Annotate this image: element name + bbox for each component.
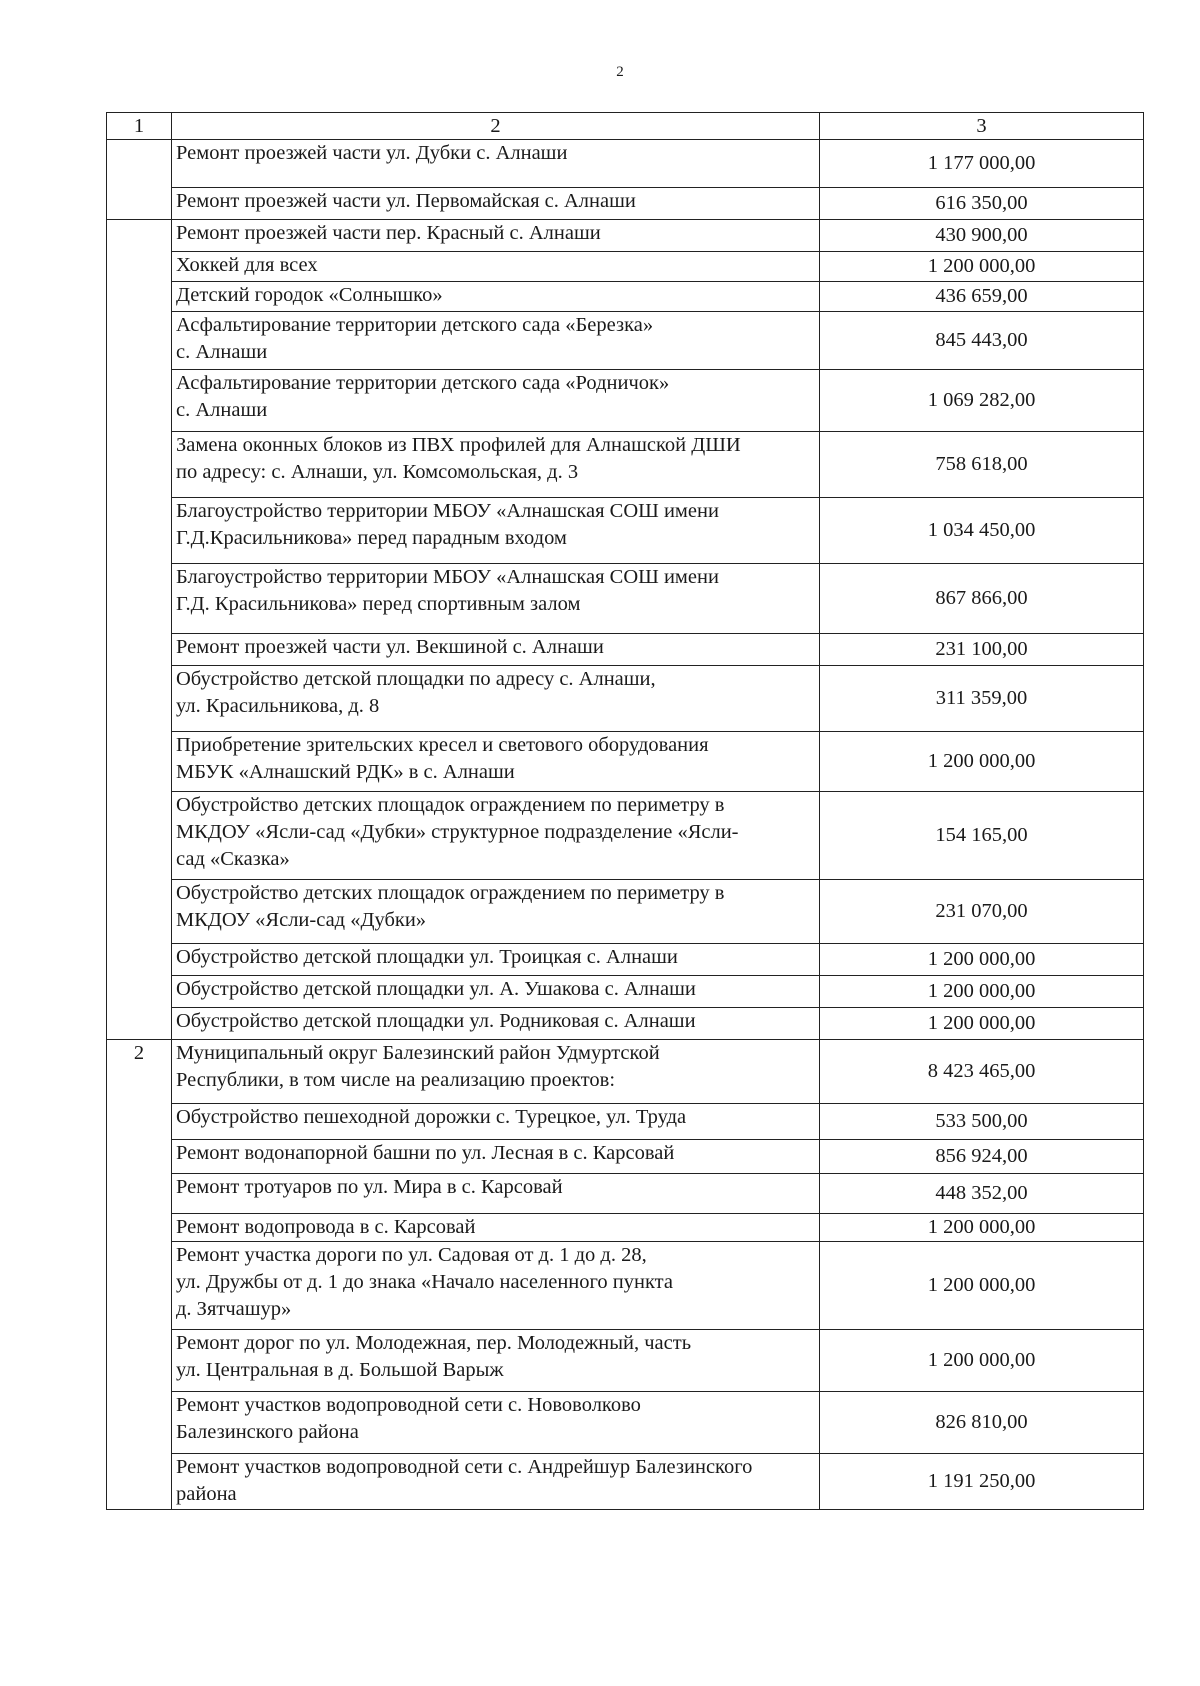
project-name-line: Ремонт проезжей части пер. Красный с. Алнаши (176, 222, 601, 244)
project-name-cell (172, 312, 820, 370)
amount-cell: 616 350,00 (820, 188, 1144, 220)
table-row (107, 252, 1144, 282)
project-name-cell (172, 1040, 820, 1104)
header-col-2: 2 (172, 113, 820, 140)
amount-cell: 1 200 000,00 (820, 1242, 1144, 1330)
amount-cell: 311 359,00 (820, 666, 1144, 732)
project-name-cell (172, 666, 820, 732)
project-name-cell (172, 944, 820, 976)
amount-cell: 1 200 000,00 (820, 1330, 1144, 1392)
project-name-line: Благоустройство территории МБОУ «Алнашская СОШ имени (176, 500, 719, 522)
row-number-cell (107, 370, 172, 432)
project-name-line: Детский городок «Солнышко» (176, 284, 443, 306)
project-name-cell (172, 188, 820, 220)
table-row (107, 498, 1144, 564)
row-number-cell (107, 1140, 172, 1174)
row-number-cell (107, 976, 172, 1008)
row-number-cell (107, 666, 172, 732)
row-number-cell (107, 564, 172, 634)
project-name-cell (172, 1104, 820, 1140)
project-name-line: Ремонт проезжей части ул. Первомайская с. Алнаши (176, 190, 636, 212)
project-name-line: по адресу: с. Алнаши, ул. Комсомольская, д. 3 (176, 461, 579, 483)
project-name-line: МБУК «Алнашский РДК» в с. Алнаши (176, 761, 515, 783)
row-number-cell (107, 792, 172, 880)
row-number-cell (107, 1392, 172, 1454)
table-row (107, 1174, 1144, 1214)
amount-cell: 856 924,00 (820, 1140, 1144, 1174)
project-name-cell (172, 1392, 820, 1454)
table-row (107, 220, 1144, 252)
table-row (107, 188, 1144, 220)
project-name-line: Благоустройство территории МБОУ «Алнашская СОШ имени (176, 566, 719, 588)
project-name-line: Асфальтирование территории детского сада «Родничок» (176, 372, 670, 394)
table-row (107, 880, 1144, 944)
project-name-line: ул. Дружбы от д. 1 до знака «Начало населенного пункта (176, 1271, 673, 1293)
project-name-cell (172, 732, 820, 792)
project-name-cell (172, 1140, 820, 1174)
project-name-cell (172, 252, 820, 282)
amount-cell: 436 659,00 (820, 282, 1144, 312)
project-name-cell (172, 498, 820, 564)
table-row (107, 1392, 1144, 1454)
project-name-cell (172, 1008, 820, 1040)
project-name-line: Обустройство детских площадок ограждением по периметру в (176, 882, 725, 904)
project-name-line: Ремонт дорог по ул. Молодежная, пер. Молодежный, часть (176, 1332, 692, 1354)
project-name-cell (172, 880, 820, 944)
row-number-cell (107, 312, 172, 370)
amount-cell: 1 177 000,00 (820, 140, 1144, 188)
amount-cell: 1 200 000,00 (820, 1008, 1144, 1040)
table-row (107, 370, 1144, 432)
table-row (107, 944, 1144, 976)
project-name-line: района (176, 1483, 237, 1505)
project-name-line: Ремонт водопровода в с. Карсовай (176, 1216, 476, 1238)
row-number-cell (107, 188, 172, 220)
project-name-line: Обустройство детской площадки ул. Троицкая с. Алнаши (176, 946, 678, 968)
project-name-cell (172, 432, 820, 498)
amount-cell: 845 443,00 (820, 312, 1144, 370)
project-name-cell (172, 634, 820, 666)
row-number-cell (107, 220, 172, 252)
row-number-cell (107, 732, 172, 792)
table-row (107, 976, 1144, 1008)
table-row (107, 140, 1144, 188)
row-number-cell (107, 1008, 172, 1040)
project-name-line: Приобретение зрительских кресел и светового оборудования (176, 734, 709, 756)
table-row (107, 282, 1144, 312)
project-name-cell (172, 1454, 820, 1510)
header-row (107, 113, 1144, 140)
page-number: 2 (616, 64, 624, 80)
amount-cell: 1 200 000,00 (820, 252, 1144, 282)
project-name-cell (172, 564, 820, 634)
project-name-line: Ремонт участка дороги по ул. Садовая от д. 1 до д. 28, (176, 1244, 647, 1266)
project-name-cell (172, 140, 820, 188)
project-name-line: Асфальтирование территории детского сада «Березка» (176, 314, 654, 336)
project-name-line: с. Алнаши (176, 341, 268, 363)
table-row (107, 634, 1144, 666)
project-name-line: д. Зятчашур» (176, 1298, 292, 1320)
row-number-cell (107, 1174, 172, 1214)
row-number-cell (107, 634, 172, 666)
amount-cell: 1 191 250,00 (820, 1454, 1144, 1510)
row-number-cell (107, 1454, 172, 1510)
project-name-line: Ремонт тротуаров по ул. Мира в с. Карсовай (176, 1176, 563, 1198)
project-name-cell (172, 792, 820, 880)
amount-cell: 8 423 465,00 (820, 1040, 1144, 1104)
table-row (107, 1242, 1144, 1330)
amount-cell: 231 100,00 (820, 634, 1144, 666)
row-number-cell (107, 282, 172, 312)
table-row (107, 732, 1144, 792)
table-row (107, 1454, 1144, 1510)
project-name-line: Г.Д.Красильникова» перед парадным входом (176, 527, 567, 549)
project-name-cell (172, 1174, 820, 1214)
table-row (107, 792, 1144, 880)
table-row (107, 1104, 1144, 1140)
table-row (107, 1330, 1144, 1392)
row-number-cell (107, 432, 172, 498)
project-name-cell (172, 1214, 820, 1242)
project-name-line: Замена оконных блоков из ПВХ профилей для Алнашской ДШИ (176, 434, 741, 456)
project-name-line: Балезинского района (176, 1421, 359, 1443)
project-name-cell (172, 282, 820, 312)
row-number-cell (107, 1242, 172, 1330)
project-name-cell (172, 1330, 820, 1392)
project-name-line: Ремонт водонапорной башни по ул. Лесная в с. Карсовай (176, 1142, 675, 1164)
amount-cell: 1 200 000,00 (820, 732, 1144, 792)
project-name-line: Обустройство детских площадок ограждением по периметру в (176, 794, 725, 816)
project-name-line: ул. Центральная в д. Большой Варыж (176, 1359, 504, 1381)
amount-cell: 1 034 450,00 (820, 498, 1144, 564)
amount-cell: 231 070,00 (820, 880, 1144, 944)
row-number-cell: 2 (107, 1040, 172, 1104)
header-col-3: 3 (820, 113, 1144, 140)
table-row (107, 1040, 1144, 1104)
project-name-cell (172, 370, 820, 432)
project-name-line: Обустройство детской площадки ул. А. Ушакова с. Алнаши (176, 978, 696, 1000)
table-row (107, 312, 1144, 370)
row-number-cell (107, 880, 172, 944)
project-name-line: Обустройство пешеходной дорожки с. Турецкое, ул. Труда (176, 1106, 687, 1128)
amount-cell: 1 200 000,00 (820, 1214, 1144, 1242)
project-name-line: Ремонт проезжей части ул. Векшиной с. Алнаши (176, 636, 604, 658)
amount-cell: 826 810,00 (820, 1392, 1144, 1454)
table-row (107, 432, 1144, 498)
project-name-line: Г.Д. Красильникова» перед спортивным залом (176, 593, 581, 615)
table-row (107, 666, 1144, 732)
amount-cell: 448 352,00 (820, 1174, 1144, 1214)
project-name-line: Ремонт участков водопроводной сети с. Андрейшур Балезинского (176, 1456, 753, 1478)
table-row (107, 1214, 1144, 1242)
project-name-line: МКДОУ «Ясли-сад «Дубки» (176, 909, 427, 931)
amount-cell: 1 200 000,00 (820, 944, 1144, 976)
project-name-cell (172, 220, 820, 252)
amount-cell: 1 069 282,00 (820, 370, 1144, 432)
amount-cell: 758 618,00 (820, 432, 1144, 498)
amount-cell: 1 200 000,00 (820, 976, 1144, 1008)
project-name-line: Обустройство детской площадки по адресу с. Алнаши, (176, 668, 656, 690)
table-row (107, 1008, 1144, 1040)
amount-cell: 154 165,00 (820, 792, 1144, 880)
header-col-1: 1 (107, 113, 172, 140)
project-name-line: Ремонт проезжей части ул. Дубки с. Алнаши (176, 142, 568, 164)
projects-table (106, 112, 1144, 1510)
row-number-cell (107, 944, 172, 976)
project-name-line: МКДОУ «Ясли-сад «Дубки» структурное подразделение «Ясли- (176, 821, 739, 843)
project-name-line: Муниципальный округ Балезинский район Удмуртской (176, 1042, 660, 1064)
project-name-line: Обустройство детской площадки ул. Родниковая с. Алнаши (176, 1010, 696, 1032)
project-name-line: Ремонт участков водопроводной сети с. Нововолково (176, 1394, 641, 1416)
project-name-line: Республики, в том числе на реализацию проектов: (176, 1069, 616, 1091)
amount-cell: 430 900,00 (820, 220, 1144, 252)
row-number-cell (107, 1330, 172, 1392)
row-number-cell (107, 252, 172, 282)
project-name-line: с. Алнаши (176, 399, 268, 421)
row-number-cell (107, 1104, 172, 1140)
row-number-cell (107, 498, 172, 564)
row-number-cell (107, 1214, 172, 1242)
project-name-cell (172, 976, 820, 1008)
table-row (107, 1140, 1144, 1174)
amount-cell: 867 866,00 (820, 564, 1144, 634)
project-name-line: Хоккей для всех (176, 254, 318, 276)
project-name-line: сад «Сказка» (176, 848, 290, 870)
project-name-line: ул. Красильникова, д. 8 (176, 695, 380, 717)
table-row (107, 564, 1144, 634)
amount-cell: 533 500,00 (820, 1104, 1144, 1140)
project-name-cell (172, 1242, 820, 1330)
row-number-cell (107, 140, 172, 188)
